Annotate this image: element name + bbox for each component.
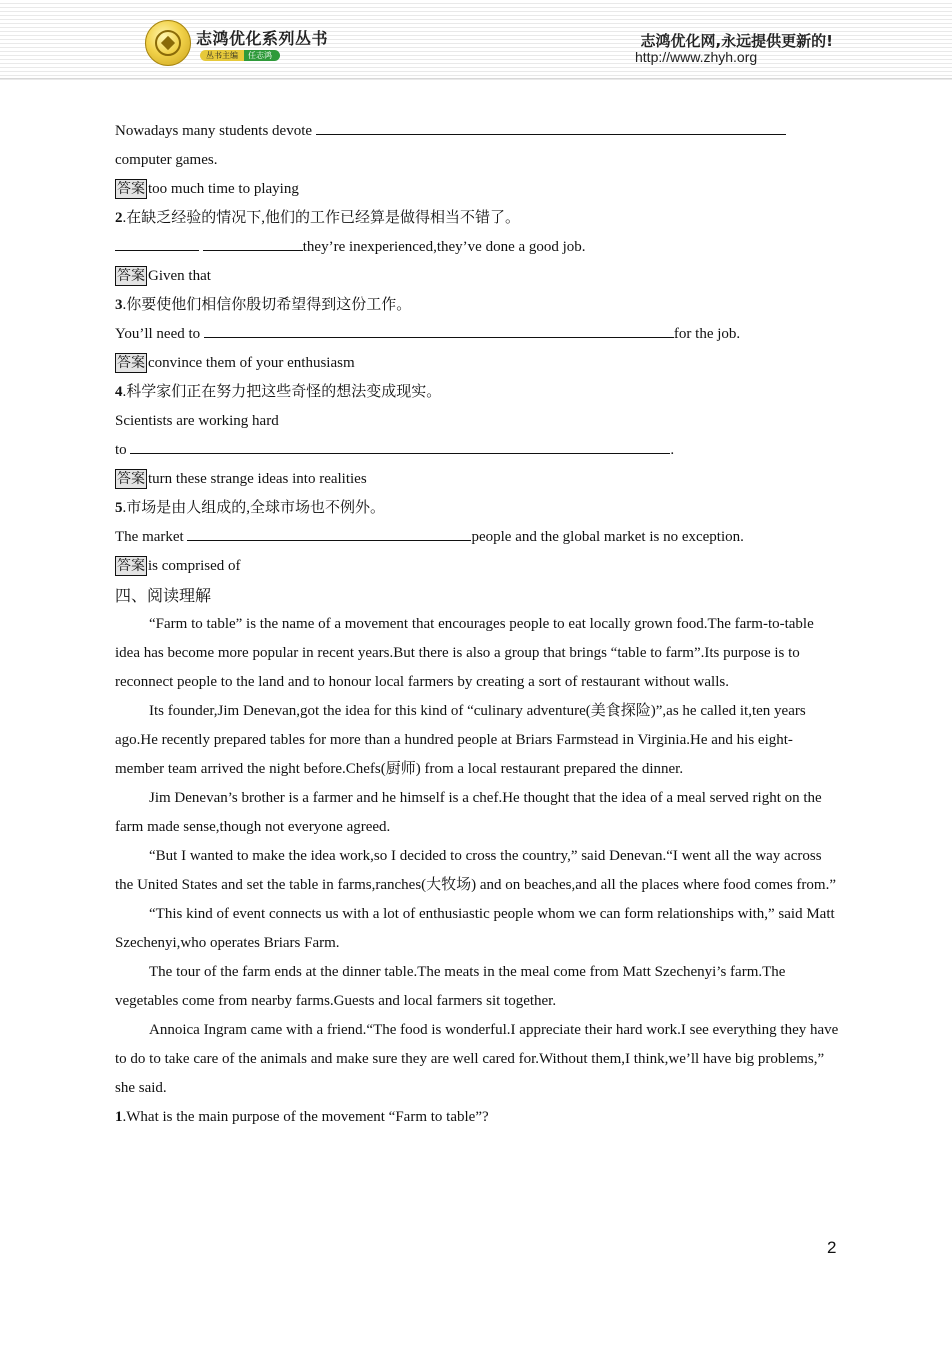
q1-line2: computer games. [115,152,218,168]
q4-number: 4 [115,384,123,400]
q4-answer: turn these strange ideas into realities [148,471,367,487]
q3-prompt: .你要使他们相信你殷切希望得到这份工作。 [122,297,412,313]
q4-blank [130,437,670,454]
q2-blank-2 [203,234,303,251]
answer-label: 答案 [117,355,145,371]
header-divider [0,78,952,79]
q5-suffix: people and the global market is no exception. [471,529,744,545]
rq1-number: 1 [115,1109,123,1125]
q3-suffix: for the job. [673,326,741,342]
series-editor-name: 任志鸿 [244,50,280,61]
q5-prompt: .市场是由人组成的,全球市场也不例外。 [122,500,386,516]
answer-label: 答案 [117,471,145,487]
q3-prefix: You’ll need to [115,326,201,342]
q1-answer: too much time to playing [148,181,299,197]
q4-line2 [115,436,840,465]
q3-answer-line [115,349,840,378]
reading-paragraph-6: The tour of the farm ends at the dinner table.The meats in the meal come from Matt Szechenyi’s farm.The vegetables come from nearby farms.Guests and local farmers sit together. [115,964,786,1009]
brand-title: 志鸿优化系列丛书 [196,29,329,48]
q2-answer: Given that [148,268,211,284]
q4-answer-line [115,465,840,494]
q5-number: 5 [115,500,123,516]
q5-answer-line [115,552,840,581]
reading-question-1 [115,1103,840,1132]
q4-line1: Scientists are working hard [115,413,279,429]
series-editor-label: 丛书主编 [200,50,244,61]
q4-prompt: .科学家们正在努力把这些奇怪的想法变成现实。 [122,384,442,400]
reading-paragraph-7: Annoica Ingram came with a friend.“The food is wonderful.I appreciate their hard work.I see everything they have to do to take care of the animals and make sure they are well cared for.Without them,I think,we’ll have big problems,” she said. [115,1022,839,1096]
q3-prompt-line [115,291,840,320]
q5-prefix: The market [115,529,184,545]
q2-blank-1 [115,234,199,251]
reading-section-heading: 四、阅读理解 [115,586,212,605]
reading-paragraph-3: Jim Denevan’s brother is a farmer and he himself is a chef.He thought that the idea of a meal served right on the farm made sense,though not everyone agreed. [115,790,822,835]
q3-blank [204,321,674,338]
series-editor-badge [200,49,280,61]
logo-emblem-icon [145,20,191,66]
page-header [0,0,952,80]
answer-label: 答案 [117,268,145,284]
q2-prompt: .在缺乏经验的情况下,他们的工作已经算是做得相当不错了。 [122,210,521,226]
reading-paragraph-1: “Farm to table” is the name of a movement that encourages people to eat locally grown food.The farm-to-table idea has become more popular in recent years.But there is also a group that brings “table to farm”.Its purpose is to reconnect people to the land and to honour local farmers by creating a sort of restaurant without walls. [115,616,814,690]
q2-prompt-line [115,204,840,233]
q1-line [115,117,840,146]
q1-prefix: Nowadays many students devote [115,123,313,139]
reading-paragraph-4: “But I wanted to make the idea work,so I decided to cross the country,” said Denevan.“I went all the way across the United States and set the table in farms,ranches(大牧场) and on beaches,and all the places where food comes from.” [115,848,836,893]
q3-number: 3 [115,297,123,313]
header-url-link[interactable]: http://www.zhyh.org [635,49,758,65]
reading-paragraph-5: “This kind of event connects us with a lot of enthusiastic people whom we can form relationships with,” said Matt Szechenyi,who operates Briars Farm. [115,906,835,951]
q5-line [115,523,840,552]
q4-prefix: to [115,442,127,458]
q1-answer-line [115,175,840,204]
q5-prompt-line [115,494,840,523]
reading-paragraph-2: Its founder,Jim Denevan,got the idea for this kind of “culinary adventure(美食探险)”,as he called it,ten years ago.He recently prepared tables for more than a hundred people at Briars Farmstead in Virginia.He and his eight-member team arrived the night before.Chefs(厨师) from a local restaurant prepared the dinner. [115,703,806,777]
q4-suffix: . [670,442,675,458]
q4-prompt-line [115,378,840,407]
header-slogan: 志鸿优化网,永远提供更新的! [640,32,833,50]
q3-answer: convince them of your enthusiasm [148,355,355,371]
q5-blank [187,524,471,541]
page-number: 2 [827,1238,837,1257]
q2-number: 2 [115,210,123,226]
q2-answer-line [115,262,840,291]
answer-label: 答案 [117,558,145,574]
page-content [115,117,840,1132]
q3-line [115,320,840,349]
q1-blank [316,118,786,135]
answer-label: 答案 [117,181,145,197]
q2-line [115,233,840,262]
q5-answer: is comprised of [148,558,241,574]
rq1-text: .What is the main purpose of the movement “Farm to table”? [122,1109,489,1125]
q2-suffix: they’re inexperienced,they’ve done a good job. [302,239,586,255]
